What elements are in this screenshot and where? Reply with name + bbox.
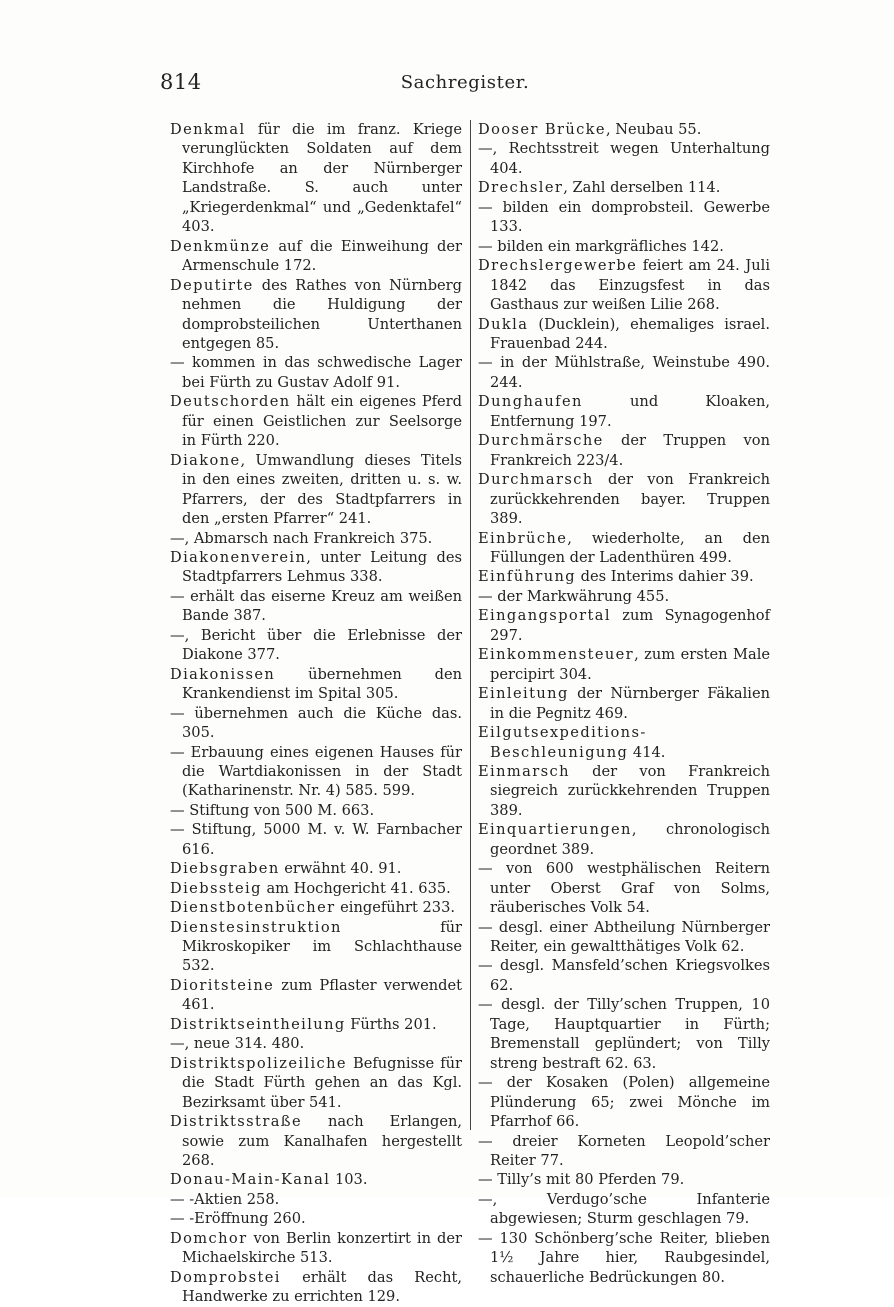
index-entry [478, 1170, 770, 1189]
index-entry-text: — -Eröffnung 260. [170, 1210, 306, 1228]
index-entry-text: —, Abmarsch nach Frankreich 375. [170, 529, 433, 547]
index-entry [170, 276, 462, 354]
index-entry-text: —, Rechtsstreit wegen Unterhaltung 404. [478, 140, 770, 177]
index-entry-text: 414. [628, 743, 666, 761]
index-headword: Drechslergewerbe [478, 257, 638, 275]
index-entry-text: —, Verdugo’sche Infanterie abgewiesen; Sturm geschlagen 79. [478, 1190, 770, 1228]
index-headword: Denkmünze [170, 237, 271, 255]
index-entry-text: Fürths 201. [345, 1015, 437, 1033]
index-headword: Diakonissen [170, 665, 276, 683]
index-entry-text: (Ducklein), ehemaliges israel. Frauenbad 244. [490, 315, 770, 352]
index-headword: Drechsler [478, 179, 564, 197]
index-entry [170, 1054, 462, 1112]
index-headword: Durchmärsche [478, 432, 604, 450]
index-headword: Eingangsportal [478, 607, 611, 625]
index-entry [170, 1209, 462, 1228]
index-entry-text: — der Markwährung 455. [478, 587, 670, 605]
index-entry [478, 529, 770, 568]
index-entry-text: , wiederholte, an den Füllungen der Ladenthüren 499. [490, 529, 770, 566]
index-entry [170, 918, 462, 976]
index-entry-text: eingeführt 233. [335, 899, 456, 917]
index-entry [170, 353, 462, 392]
index-entry-text: — desgl. einer Abtheilung Nürnberger Reiter, ein gewaltthätiges Volk 62. [478, 918, 770, 956]
index-entry-text: für Mikroskopiker im Schlachthause 532. [182, 918, 462, 975]
index-entry-text: — übernehmen auch die Küche das. 305. [170, 704, 462, 742]
index-entry-text: des Rathes von Nürnberg nehmen die Huldigung der domprobsteilichen Unterthanen entgegen 85. [182, 276, 462, 352]
index-entry [478, 606, 770, 645]
index-entry [170, 1015, 462, 1034]
index-column-right [478, 120, 770, 1287]
index-entry [170, 976, 462, 1015]
index-entry [170, 743, 462, 801]
index-entry [478, 120, 770, 139]
index-entry-text: des Interims dahier 39. [576, 568, 754, 586]
index-entry [170, 451, 462, 529]
index-entry [170, 120, 462, 237]
index-entry-text: — erhält das eiserne Kreuz am weißen Bande 387. [170, 587, 462, 625]
index-entry-text: zum Pflaster verwendet 461. [182, 976, 462, 1014]
index-entry [170, 529, 462, 548]
index-entry [170, 1190, 462, 1209]
index-entry [170, 1034, 462, 1053]
index-entry [170, 704, 462, 743]
index-entry [170, 665, 462, 704]
index-entry [478, 762, 770, 820]
index-entry [478, 1132, 770, 1171]
index-entry-text: erwähnt 40. 91. [279, 860, 402, 878]
index-entry-text: —, neue 314. 480. [170, 1035, 305, 1053]
index-entry-text: der von Frankreich siegreich zurückkehrenden Truppen 389. [490, 762, 770, 819]
index-entry [170, 1170, 462, 1189]
index-entry-text: — bilden ein domprobsteil. Gewerbe 133. [478, 198, 770, 236]
index-entry-text: — Erbauung eines eigenen Hauses für die Wartdiakonissen in der Stadt (Katharinenstr. Nr. 4) 585. 599. [170, 743, 462, 800]
index-entry-text: — von 600 westphälischen Reitern unter Oberst Graf von Solms, räuberisches Volk 54. [478, 860, 770, 917]
index-entry-text: — der Kosaken (Polen) allgemeine Plünderung 65; zwei Mönche im Pfarrhof 66. [478, 1074, 770, 1131]
index-entry-text: — Stiftung, 5000 M. v. W. Farnbacher 616. [170, 821, 462, 858]
index-headword: Diakone [170, 451, 241, 469]
index-entry-text: für die im franz. Kriege verunglückten Soldaten auf dem Kirchhofe an der Nürnberger Landstraße. S. auch unter „Kriegerdenkmal“ und „Gedenktafel“ 403. [182, 121, 462, 236]
index-entry-text: , unter Leitung des Stadtpfarrers Lehmus 338. [182, 548, 462, 586]
index-headword: Diakonenverein [170, 548, 307, 566]
index-entry-text: — kommen in das schwedische Lager bei Fürth zu Gustav Adolf 91. [170, 354, 462, 391]
index-headword: Donau-Main-Kanal [170, 1171, 331, 1189]
index-entry [170, 237, 462, 276]
index-entry-text: und Kloaken, Entfernung 197. [490, 393, 770, 430]
index-entry-text: , Umwandlung dieses Titels in den eines zweiten, dritten u. s. w. Pfarrers, der des Stadtpfarrers in den „ersten Pfarrer“ 241. [182, 451, 462, 528]
index-entry [170, 898, 462, 917]
index-headword: Deputirte [170, 276, 254, 294]
column-divider [470, 120, 471, 1130]
index-headword: Dioritsteine [170, 976, 275, 994]
index-entry [478, 645, 770, 684]
index-headword: Einkommensteuer [478, 646, 635, 664]
index-headword: Denkmal [170, 121, 246, 138]
index-headword: Domchor [170, 1229, 248, 1247]
index-headword: Einquartierungen [478, 821, 632, 839]
index-headword: Einführung [478, 568, 577, 586]
index-entry [170, 879, 462, 898]
index-entry [478, 1073, 770, 1131]
index-entry [478, 723, 770, 762]
index-entry [170, 392, 462, 450]
index-entry-text: zum Synagogenhof 297. [490, 607, 770, 644]
index-entry [478, 315, 770, 354]
index-entry-text: — dreier Korneten Leopold’scher Reiter 77. [478, 1132, 770, 1170]
index-entry-text: Befugnisse für die Stadt Fürth gehen an das Kgl. Bezirksamt über 541. [182, 1054, 462, 1111]
index-entry-text: der von Frankreich zurückkehrenden bayer. Truppen 389. [490, 471, 770, 528]
index-entry [170, 626, 462, 665]
index-headword: Dunghaufen [478, 393, 583, 411]
index-entry [170, 548, 462, 587]
index-entry-text: feiert am 24. Juli 1842 das Einzugsfest in das Gasthaus zur weißen Lilie 268. [490, 257, 770, 314]
index-headword: Deutschorden [170, 393, 291, 411]
index-headword: Diebssteig [170, 879, 262, 897]
index-entry [478, 178, 770, 197]
index-entry-text: hält ein eigenes Pferd für einen Geistlichen zur Seelsorge in Fürth 220. [182, 393, 462, 450]
index-entry [478, 1190, 770, 1229]
index-entry-text: der Truppen von Frankreich 223/4. [490, 432, 770, 469]
index-headword: Distriktsstraße [170, 1113, 302, 1131]
index-entry [478, 956, 770, 995]
index-entry [478, 139, 770, 178]
index-entry-text: — desgl. Mansfeld’schen Kriegsvolkes 62. [478, 957, 770, 994]
page-header [160, 70, 770, 104]
index-headword: Durchmarsch [478, 471, 594, 489]
index-entry [170, 587, 462, 626]
index-entry [478, 1229, 770, 1287]
index-headword: Domprobstei [170, 1268, 281, 1286]
index-headword: Einmarsch [478, 762, 570, 780]
index-entry [478, 918, 770, 957]
index-entry [478, 431, 770, 470]
index-entry-text: , Zahl derselben 114. [563, 179, 721, 197]
index-entry [478, 587, 770, 606]
index-column-left [170, 120, 462, 1307]
index-entry-text: am Hochgericht 41. 635. [261, 879, 451, 897]
index-entry-text: — bilden ein markgräfliches 142. [478, 237, 724, 255]
index-entry-text: , zum ersten Male percipirt 304. [490, 646, 770, 683]
index-entry [478, 353, 770, 392]
page-number: 814 [160, 70, 202, 94]
index-entry-text: übernehmen den Krankendienst im Spital 305. [182, 665, 462, 703]
index-headword: Dienstbotenbücher [170, 899, 336, 917]
index-entry-text: der Nürnberger Fäkalien in die Pegnitz 469. [490, 685, 770, 722]
index-entry [478, 995, 770, 1073]
index-entry-text: — Stiftung von 500 M. 663. [170, 801, 375, 819]
index-entry [478, 237, 770, 256]
index-entry [170, 820, 462, 859]
index-entry-text: nach Erlangen, sowie zum Kanalhafen hergestellt 268. [182, 1113, 462, 1170]
index-entry-text: 103. [330, 1171, 368, 1189]
index-headword: Diebsgraben [170, 860, 280, 878]
index-headword: Dooser Brücke [478, 121, 606, 138]
running-head: Sachregister. [400, 72, 530, 93]
index-headword: Dienstesinstruktion [170, 918, 342, 936]
index-headword: Dukla [478, 315, 529, 333]
index-entry [478, 470, 770, 528]
index-entry [170, 1268, 462, 1307]
index-entry [170, 801, 462, 820]
index-headword: Eilgutsexpeditions-Beschleunigung [478, 724, 647, 761]
index-entry [478, 198, 770, 237]
index-headword: Distriktspolizeiliche [170, 1054, 347, 1072]
index-entry [478, 392, 770, 431]
index-entry-text: — Tilly’s mit 80 Pferden 79. [478, 1171, 685, 1189]
index-entry-text: , Neubau 55. [605, 121, 702, 138]
index-entry [478, 684, 770, 723]
index-entry-text: — desgl. der Tilly’schen Truppen, 10 Tage, Hauptquartier in Fürth; Bremenstall geplündert; von Tilly streng bestraft 62. 63. [478, 996, 770, 1072]
index-entry-text: — 130 Schönberg’sche Reiter, blieben 1½ Jahre hier, Raubgesindel, schauerliche Bedrückungen 80. [478, 1229, 770, 1286]
index-entry [478, 567, 770, 586]
index-headword: Einleitung [478, 685, 569, 703]
index-entry-text: erhält das Recht, Handwerke zu errichten 129. [182, 1268, 462, 1306]
index-entry [170, 859, 462, 878]
index-entry [170, 1112, 462, 1170]
index-entry [478, 820, 770, 859]
index-headword: Distriktseintheilung [170, 1015, 346, 1033]
index-headword: Einbrüche [478, 529, 568, 547]
index-entry [170, 1229, 462, 1268]
index-entry-text: auf die Einweihung der Armenschule 172. [182, 237, 462, 275]
index-entry [478, 256, 770, 314]
index-entry [478, 859, 770, 917]
index-entry-text: — in der Mühlstraße, Weinstube 490. 244. [478, 354, 770, 391]
index-entry-text: —, Bericht über die Erlebnisse der Diakone 377. [170, 626, 462, 664]
index-entry-text: — -Aktien 258. [170, 1190, 280, 1208]
index-entry-text: , chronologisch geordnet 389. [490, 821, 770, 858]
index-entry-text: von Berlin konzertirt in der Michaelskirche 513. [182, 1229, 462, 1267]
